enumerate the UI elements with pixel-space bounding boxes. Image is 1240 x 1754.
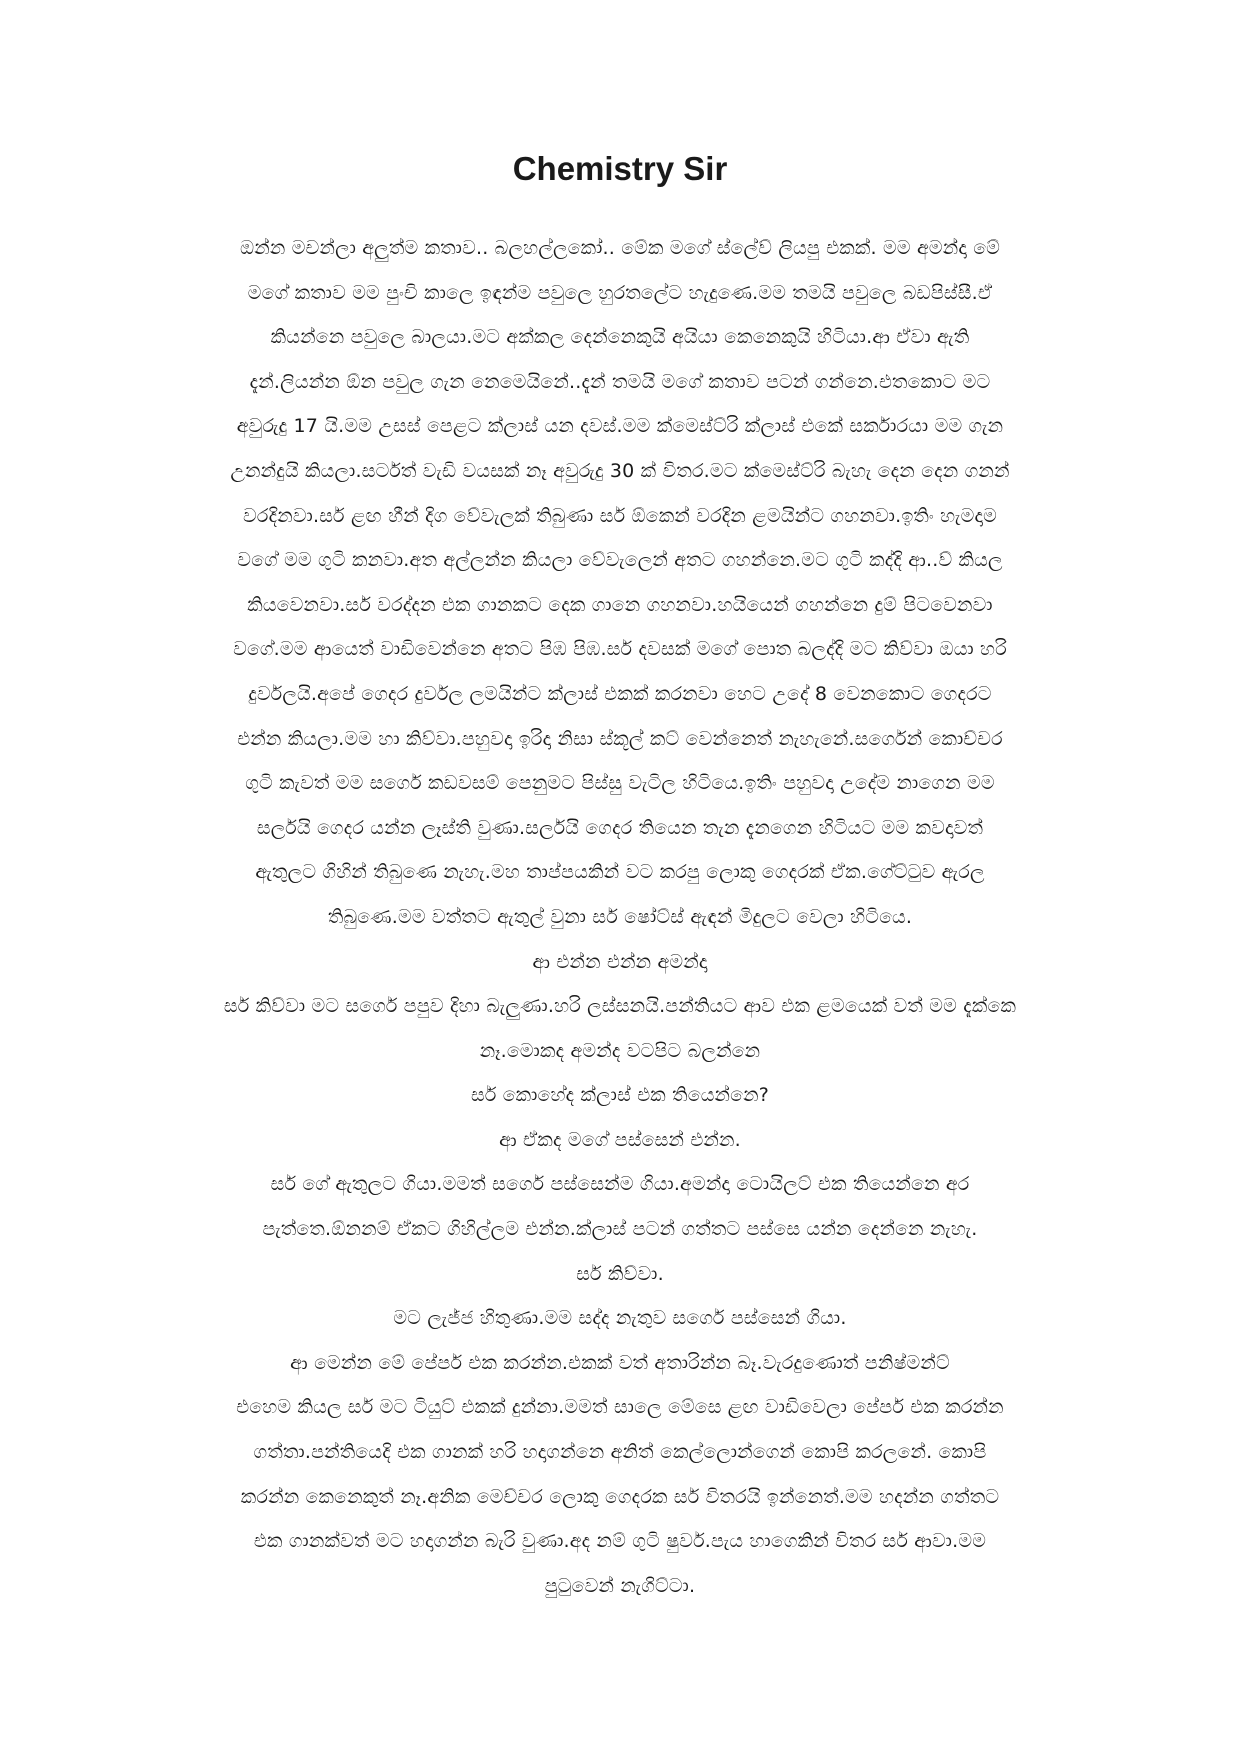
paragraph-line: උනන්දුයි කියලා.සර්ටත් වැඩි වයසක් නෑ අවුරුදු 30 ක් විතර.මට ක්මෙස්ට්රි බැහැ දෙන දෙන ගනන් [230,459,1010,482]
paragraph-line: එක ගානක්වත් මට හදාගන්න බැරි වුණා.අද නම් ගුටි ෂුවර්.පැය හාගෙකින් විතර සර් ආවා.මම [253,1530,987,1553]
paragraph-line: සර් කිව්වා. [576,1262,664,1285]
paragraph-line: ආ ඒකද මගේ පස්සෙන් එන්න. [499,1128,741,1151]
paragraph-line: වගේ මම ගුටි කනවා.අත අල්ලන්න කියලා වේවැලෙන් අතට ගහන්නෙ.මට ගුටි කද්දි ආ..ව් කියල [237,549,1003,572]
paragraph-line: ඇතුලට ගිහින් තිබුණෙ නැහැ.මහ තාප්පයකින් වට කරපු ලොකු ගෙදරක් ඒක.ගේට්ටුව ඇරල [255,861,985,884]
document-title: Chemistry Sir [512,150,728,187]
paragraph-line: වරදිනවා.සර් ළඟ හීන් දිග වේවැලක් තිබුණා සර් ඕකෙන් වරදින ළමයින්ට ගහනවා.ඉතිං හැමදාම [243,504,997,527]
paragraph-line: මගේ කතාව මම පුංචි කාලෙ ඉඳන්ම පවුලෙ හුරතලේට හැදුණෙ.මම තමයි පවුලෙ බඩපිස්සී.ඒ [247,281,993,304]
story-body [140,226,1100,1608]
paragraph-line: ගත්තා.පන්තියෙදි එක ගානක් හරි හදාගන්නෙ අනිත් කෙල්ලොන්ගෙන් කොපි කරලනේ. කොපි [253,1441,987,1464]
paragraph-line: ආ මෙන්න මේ පේපර් එක කරන්න.එකක් වත් අතාරින්න බෑ.වැරදුණොත් පනිෂ්මන්ට් [290,1351,950,1374]
paragraph-line: සර් කොහේද ක්ලාස් එක තියෙන්නෙ? [470,1084,770,1107]
paragraph-line: වගේ.මම ආයෙත් වාඩිවෙන්නෙ අතට පිඹ පිඹ.සර් දවසක් මගේ පොත බලද්දි මට කිව්වා ඔයා හරි [233,638,1007,661]
paragraph-line: මට ලැජ්ජ හිතුණා.මම සද්ද නැතුව සර්ගෙ පස්සෙන් ගියා. [393,1307,847,1330]
paragraph-line: දුර්වලයි.අපේ ගෙදර දුර්වල ලමයින්ට ක්ලාස් එකක් කරනවා හෙට උදේ 8 වෙනකොට ගෙදරට [248,682,992,705]
paragraph-line: තිබුණෙ.මම වත්තට ඇතුල් වුනා සර් ෂෝට්ස් ඇඳන් මිදුලට වෙලා හිටියෙ. [327,905,913,928]
paragraph-line: සර් ගේ ඇතුලට ගියා.මමත් සර්ගෙ පස්සෙන්ම ගියා.අමන්දා ටොයිලට් එක තියෙන්නෙ අර [270,1173,970,1196]
paragraph-line: ඔන්න මචන්ලා අලුත්ම කතාව.. බලහල්ලකෝ.. මේක මගේ ස්ලේව් ලියපු එකක්. මම අමන්දා මේ [239,237,1001,259]
paragraph-line: එහෙම කියල සර් මට ටියුට් එකක් දුන්නා.මමත් සාලෙ මේසෙ ළඟ වාඩිවෙලා පේපර් එක කරන්න [236,1396,1004,1419]
paragraph-line: නෑ.මොකද අමන්ද වටපිට බලන්නෙ [479,1039,761,1062]
paragraph-line: සර් කිව්වා මට සර්ගෙ පපුව දිහා බැලුණා.හරි ලස්සනයි.පන්තියට ආව එක ළමයෙක් වත් මම දැක්කෙ [223,995,1017,1018]
paragraph-line: කියන්නෙ පවුලෙ බාලයා.මට අක්කල දෙන්නෙකුයි අයියා කෙනෙකුයි හිටියා.ආ ඒවා ඇති [270,326,970,349]
paragraph-line: ගුටි කැවත් මම සර්ගෙ කඩවසම් පෙනුමට පිස්සු වැටිල හිටියෙ.ඉතිං පහුවදා උදේම නාගෙන මම [245,772,995,795]
paragraph-line: ආ එන්න එන්න අමන්දා [532,950,708,973]
paragraph-line: පුටුවෙන් නැගිට්ටා. [544,1574,696,1597]
paragraph-line: සර්ලයි ගෙදර යන්න ලෑස්ති වුණා.සර්ලයි ගෙදර තියෙන තැන දැනගෙන හිටියට මම කවදාවත් [256,816,984,839]
paragraph-line: දැන්.ලියන්න ඕන පවුල ගැන නෙමෙයිනේ..දැන් තමයි මගේ කතාව පටන් ගන්නෙ.එතකොට මට [249,370,991,393]
paragraph-line: පැත්තෙ.ඕනනම් ඒකට ගිහිල්ලම එන්න.ක්ලාස් පටන් ගත්තට පස්සෙ යන්න දෙන්නෙ නැහැ. [262,1218,978,1241]
paragraph-line: කියවෙනවා.සර් වරද්දන එක ගානකට දෙක ගානෙ ගහනවා.හයියෙන් ගහන්නෙ දුම් පිටවෙනවා [247,593,993,616]
paragraph-line: අවුරුදු 17 යි.මම උසස් පෙළට ක්ලාස් යන දවස්.මම ක්මෙස්ට්රි ක්ලාස් එකේ සර්කාරයා මම ගැන [236,415,1004,438]
paragraph-line: කරන්න කෙනෙකුත් නෑ.අනික මෙච්චර ලොකු ගෙදරක සර් විතරයි ඉන්නෙත්.මම හදන්න ගත්තට [240,1485,1000,1508]
paragraph-line: එන්න කියලා.මම හා කිව්වා.පහුවදා ඉරිදා නිසා ස්කූල් කට් වෙන්නෙත් නැහැනේ.සර්ගෙන් කොච්චර [237,727,1003,750]
